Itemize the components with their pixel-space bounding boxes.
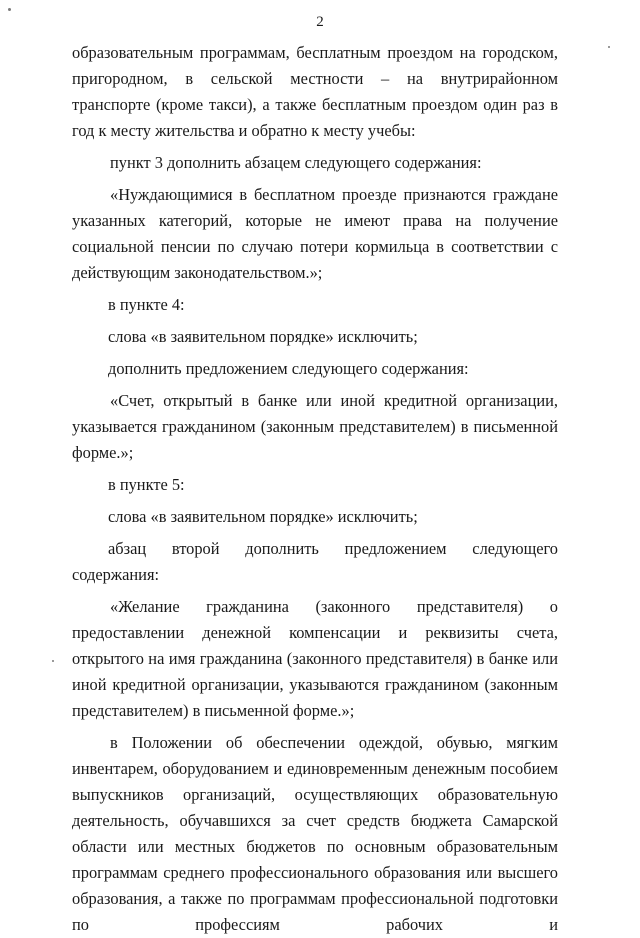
paragraph-point5-heading: в пункте 5: — [108, 475, 185, 494]
paragraph-point3-quote: «Нуждающимися в бесплатном проезде признаются граждане указанных категорий, которые не имеют права на получение социальной пенсии по случаю потери кормильца в соответствии с действующим законодательством.»; — [72, 185, 558, 282]
paragraph-continuation: образовательным программам, бесплатным проездом на городском, пригородном, в сельской местности – на внутрирайонном транспорте (кроме такси), а также бесплатным проездом один раз в год к месту жительства и обратно к месту учебы: — [72, 43, 558, 140]
document-body — [72, 40, 558, 938]
scan-speck — [608, 46, 610, 48]
paragraph-point4-exclude: слова «в заявительном порядке» исключить; — [108, 327, 418, 346]
scan-speck — [8, 8, 11, 11]
paragraph-point5-quote: «Желание гражданина (законного представителя) о предоставлении денежной компенсации и реквизиты счета, открытого на имя гражданина (законного представителя) в банке или иной кредитной организации, указываются гражданином (законным представителем) в письменной форме.»; — [72, 597, 558, 720]
scan-speck — [52, 660, 54, 662]
paragraph-point5-add: абзац второй дополнить предложением следующего содержания: — [72, 539, 558, 584]
paragraph-point5-exclude: слова «в заявительном порядке» исключить; — [108, 507, 418, 526]
paragraph-point4-add: дополнить предложением следующего содержания: — [108, 359, 469, 378]
paragraph-regulation: в Положении об обеспечении одеждой, обувью, мягким инвентарем, оборудованием и единовременным денежным пособием выпускников организаций, осуществляющих образовательную деятельность, обучавшихся за счет средств бюджета Самарской области или местных бюджетов по основным образовательным программам среднего профессионального образования или высшего образования, а также по программам профессиональной подготовки по профессиям рабочих и — [72, 733, 558, 934]
paragraph-point3-instruction: пункт 3 дополнить абзацем следующего содержания: — [110, 153, 482, 172]
paragraph-point4-quote: «Счет, открытый в банке или иной кредитной организации, указывается гражданином (законным представителем) в письменной форме.»; — [72, 391, 558, 462]
paragraph-point4-heading: в пункте 4: — [108, 295, 185, 314]
page-number: 2 — [316, 14, 324, 30]
